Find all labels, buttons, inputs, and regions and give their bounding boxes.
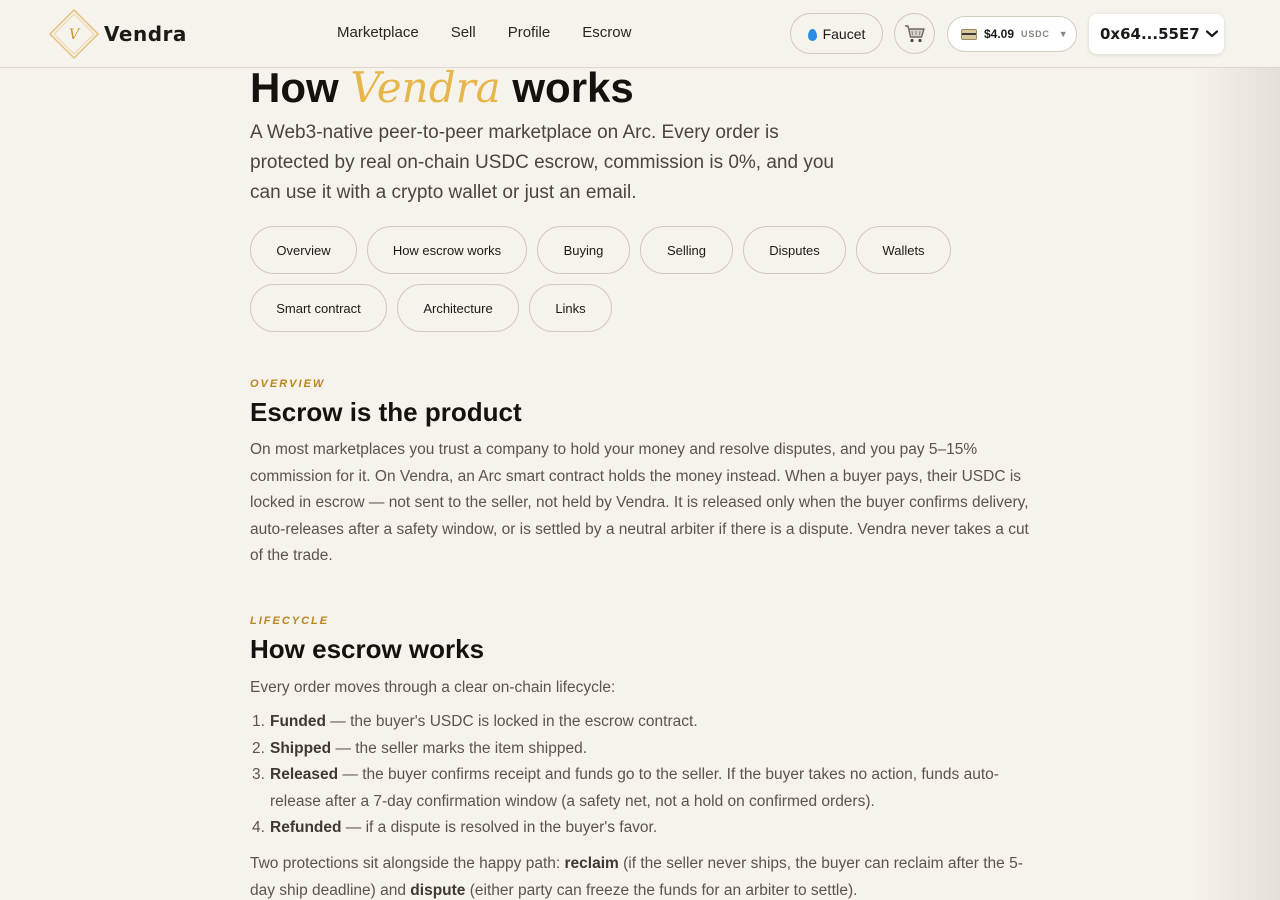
balance-amount: $4.09 [984, 27, 1015, 41]
chip-architecture[interactable]: Architecture [397, 284, 519, 332]
page-subtitle: A Web3-native peer-to-peer marketplace on Arc. Every order is protected by real on-chain USDC escrow, commission is 0%, and you can use it with a crypto wallet or just an email. [250, 122, 834, 203]
nav-sell[interactable]: Sell [450, 24, 476, 41]
step-term: Refunded [270, 819, 342, 836]
caret-down-icon: ▼ [1058, 29, 1068, 39]
nav-escrow[interactable]: Escrow [582, 24, 632, 41]
water-drop-icon [808, 29, 817, 41]
wallet-button[interactable] [1089, 14, 1224, 54]
lifecycle-steps [250, 709, 1040, 842]
step-number: 4. [252, 819, 265, 836]
balance-dropdown[interactable] [947, 16, 1077, 52]
chip-disputes[interactable]: Disputes [743, 226, 846, 274]
lifecycle-eyebrow: LIFECYCLE [250, 615, 330, 627]
list-item [250, 762, 1040, 815]
chip-links[interactable]: Links [529, 284, 612, 332]
step-number: 3. [252, 766, 265, 783]
step-term: Released [270, 766, 339, 783]
overview-eyebrow: OVERVIEW [250, 378, 326, 390]
brand-logo[interactable] [48, 8, 187, 60]
title-brand: Vendra [350, 63, 501, 112]
list-item [250, 709, 1040, 736]
title-prefix: How [250, 64, 351, 111]
step-text: — the seller marks the item shipped. [331, 739, 587, 757]
term-dispute: dispute [410, 881, 466, 899]
title-suffix: works [500, 64, 634, 111]
list-item [250, 815, 1040, 842]
term-reclaim: reclaim [564, 855, 619, 872]
chip-how-escrow-works[interactable]: How escrow works [367, 226, 527, 274]
page-title [250, 63, 634, 112]
main-nav [337, 24, 631, 41]
cart-icon [904, 24, 926, 44]
overview-body: On most marketplaces you trust a company to hold your money and resolve disputes, and you pay 5–15% commission for it. On Vendra, an Arc smart contract holds the money instead. When a buyer pays, their USDC is locked in escrow — not sent to the seller, not held by Vendra. It is released only when the buyer confirms delivery, auto-releases after a safety window, or is settled by a neutral arbiter if there is a dispute. Vendra never takes a cut of the trade. [250, 441, 1029, 564]
page-edge-shadow [1190, 68, 1280, 900]
logo-letter: V [68, 27, 80, 43]
chip-wallets[interactable]: Wallets [856, 226, 951, 274]
balance-unit: USDC [1021, 29, 1050, 39]
step-text: — the buyer's USDC is locked in the escrow contract. [325, 713, 698, 730]
chip-buying[interactable]: Buying [537, 226, 630, 274]
protections-lead: Two protections sit alongside the happy path: [250, 855, 565, 872]
nav-profile[interactable]: Profile [507, 24, 551, 41]
wallet-address: 0x64...55E7 [1100, 25, 1200, 43]
list-item [250, 736, 1040, 763]
protections-mid: (if the seller never ships, the buyer can reclaim after the 5-day ship deadline) and [250, 855, 1023, 899]
step-text: — the buyer confirms receipt and funds go to the seller. If the buyer takes no action, funds auto-release after a 7-day confirmation window (a safety net, not a hold on confirmed orders). [270, 766, 999, 810]
faucet-label: Faucet [822, 25, 866, 42]
step-text: — if a dispute is resolved in the buyer's favor. [341, 819, 658, 836]
chip-overview[interactable]: Overview [250, 226, 357, 274]
top-navbar [0, 0, 1280, 68]
chevron-down-icon [1206, 30, 1218, 38]
lifecycle-title: How escrow works [250, 634, 485, 664]
nav-marketplace[interactable]: Marketplace [337, 24, 419, 41]
chip-smart-contract[interactable]: Smart contract [250, 284, 387, 332]
overview-title: Escrow is the product [250, 397, 522, 427]
chip-selling[interactable]: Selling [640, 226, 733, 274]
protections-text [250, 851, 1040, 900]
lifecycle-intro: Every order moves through a clear on-chain lifecycle: [250, 679, 616, 696]
faucet-button[interactable] [790, 13, 883, 54]
diamond-logo-icon [48, 8, 100, 60]
step-term: Shipped [270, 739, 332, 757]
step-number: 2. [252, 739, 265, 757]
protections-tail: (either party can freeze the funds for an arbiter to settle). [465, 881, 858, 899]
brand-name: Vendra [104, 22, 187, 46]
cart-button[interactable] [894, 13, 935, 54]
credit-card-icon [961, 29, 977, 40]
step-number: 1. [252, 713, 265, 730]
step-term: Funded [270, 713, 326, 730]
